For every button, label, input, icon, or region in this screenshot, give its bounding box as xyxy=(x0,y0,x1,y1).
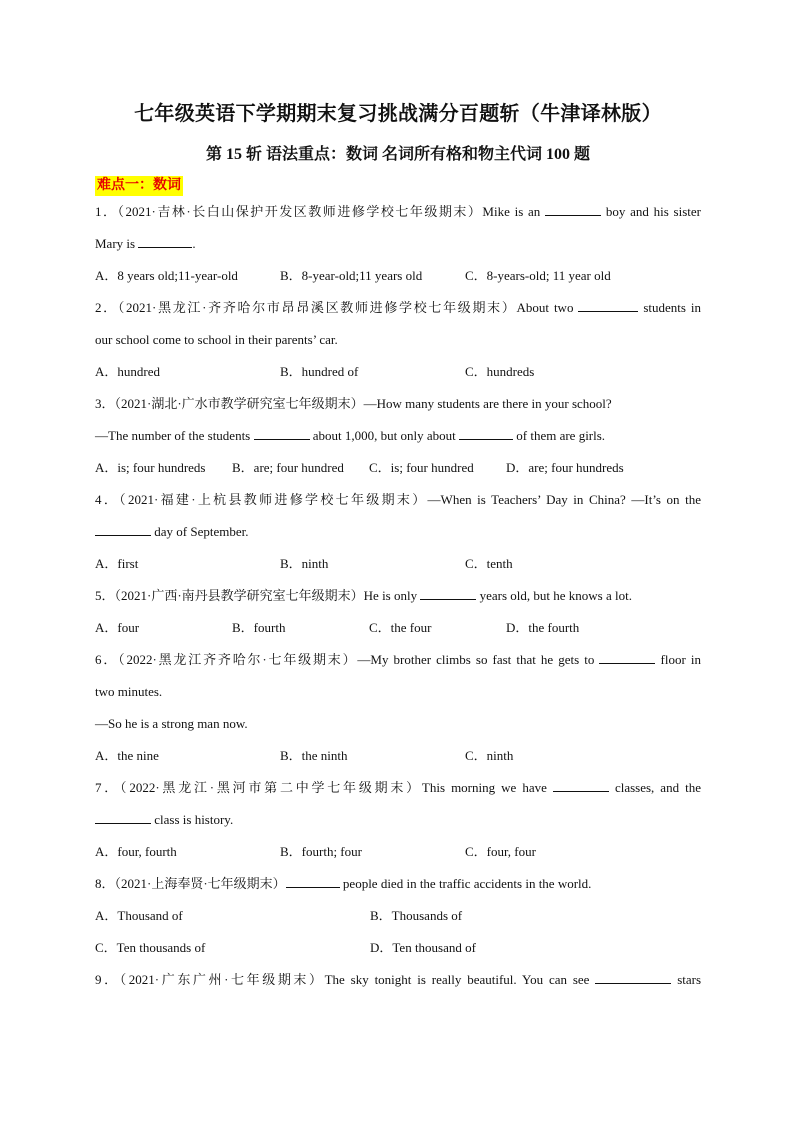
option-a[interactable]: A．Thousand of xyxy=(95,908,183,923)
option-c[interactable]: C．the four xyxy=(369,620,432,635)
answer-blank xyxy=(254,425,310,440)
answer-blank xyxy=(138,233,192,248)
option-c[interactable]: C．tenth xyxy=(465,556,513,571)
option-b[interactable]: B．Thousands of xyxy=(370,908,463,923)
question-3-stem: 3．（2021·湖北·广水市教学研究室七年级期末）—How many students are there in your school? xyxy=(95,396,612,411)
question-1-options xyxy=(95,260,701,292)
answer-blank xyxy=(595,969,671,984)
option-d[interactable]: D．are; four hundreds xyxy=(506,460,624,475)
document-page xyxy=(95,96,701,996)
option-c[interactable]: C．hundreds xyxy=(465,364,535,379)
answer-blank xyxy=(286,873,340,888)
option-d[interactable]: D．Ten thousand of xyxy=(370,940,476,955)
page-title: 七年级英语下学期期末复习挑战满分百题斩（牛津译林版） xyxy=(134,103,662,125)
answer-blank xyxy=(95,809,151,824)
section-heading: 难点一：数词 xyxy=(95,176,183,196)
option-a[interactable]: A．four, fourth xyxy=(95,844,177,859)
option-a[interactable]: A．four xyxy=(95,620,140,635)
option-a[interactable]: A．8 years old;11-year-old xyxy=(95,268,238,283)
question-6-stem-cont: two minutes. xyxy=(95,684,163,699)
question-5-options xyxy=(95,612,701,644)
question-4-stem-cont: day of September. xyxy=(95,516,701,548)
option-c[interactable]: C．8-years-old; 11 year old xyxy=(465,268,611,283)
question-6-dialogue: —So he is a strong man now. xyxy=(95,716,248,731)
answer-blank xyxy=(95,521,151,536)
question-8-options-row-2 xyxy=(95,932,701,964)
option-b[interactable]: B．fourth xyxy=(232,620,286,635)
question-2-options xyxy=(95,356,701,388)
option-c[interactable]: C．is; four hundred xyxy=(369,460,474,475)
question-3-stem-cont: —The number of the students about 1,000, but only about of them are girls. xyxy=(95,420,701,452)
option-b[interactable]: B．the ninth xyxy=(280,748,348,763)
question-5-stem: 5．（2021·广西·南丹县教学研究室七年级期末）He is only years old, but he knows a lot. xyxy=(95,580,701,612)
question-6-stem: 6．（2022·黑龙江齐齐哈尔·七年级期末）—My brother climbs so fast that he gets to floor in xyxy=(95,644,701,676)
option-b[interactable]: B．ninth xyxy=(280,556,329,571)
question-2-stem-cont: our school come to school in their parents’ car. xyxy=(95,332,338,347)
option-a[interactable]: A．first xyxy=(95,556,139,571)
option-c[interactable]: C．ninth xyxy=(465,748,514,763)
answer-blank xyxy=(578,297,638,312)
answer-blank xyxy=(420,585,476,600)
option-a[interactable]: A．the nine xyxy=(95,748,159,763)
page-subtitle: 第 15 斩 语法重点：数词 名词所有格和物主代词 100 题 xyxy=(205,146,590,163)
question-1-stem: 1．（2021·吉林·长白山保护开发区教师进修学校七年级期末）Mike is an boy and his sister xyxy=(95,196,701,228)
option-b[interactable]: B．are; four hundred xyxy=(232,460,344,475)
option-b[interactable]: B．hundred of xyxy=(280,364,359,379)
question-9-stem: 9．（2021·广东广州·七年级期末）The sky tonight is really beautiful. You can see stars xyxy=(95,964,701,996)
option-d[interactable]: D．the fourth xyxy=(506,620,580,635)
answer-blank xyxy=(553,777,609,792)
question-7-options xyxy=(95,836,701,868)
answer-blank xyxy=(599,649,655,664)
question-2-stem: 2．（2021·黑龙江·齐齐哈尔市昂昂溪区教师进修学校七年级期末）About two students in xyxy=(95,292,701,324)
option-c[interactable]: C．Ten thousands of xyxy=(95,940,206,955)
question-1-stem-cont: Mary is . xyxy=(95,228,701,260)
answer-blank xyxy=(459,425,513,440)
answer-blank xyxy=(545,201,601,216)
question-4-options xyxy=(95,548,701,580)
question-3-options xyxy=(95,452,701,484)
question-8-options-row-1 xyxy=(95,900,701,932)
question-7-stem-cont: class is history. xyxy=(95,804,701,836)
question-4-stem: 4．（2021·福建·上杭县教师进修学校七年级期末）—When is Teachers’ Day in China? —It’s on the xyxy=(95,492,701,507)
option-c[interactable]: C．four, four xyxy=(465,844,536,859)
question-8-stem: 8．（2021·上海奉贤·七年级期末） people died in the traffic accidents in the world. xyxy=(95,868,701,900)
option-a[interactable]: A．is; four hundreds xyxy=(95,460,206,475)
question-6-options xyxy=(95,740,701,772)
option-a[interactable]: A．hundred xyxy=(95,364,160,379)
option-b[interactable]: B．fourth; four xyxy=(280,844,362,859)
option-b[interactable]: B．8-year-old;11 years old xyxy=(280,268,423,283)
question-7-stem: 7．（2022·黑龙江·黑河市第二中学七年级期末）This morning we have classes, and the xyxy=(95,772,701,804)
